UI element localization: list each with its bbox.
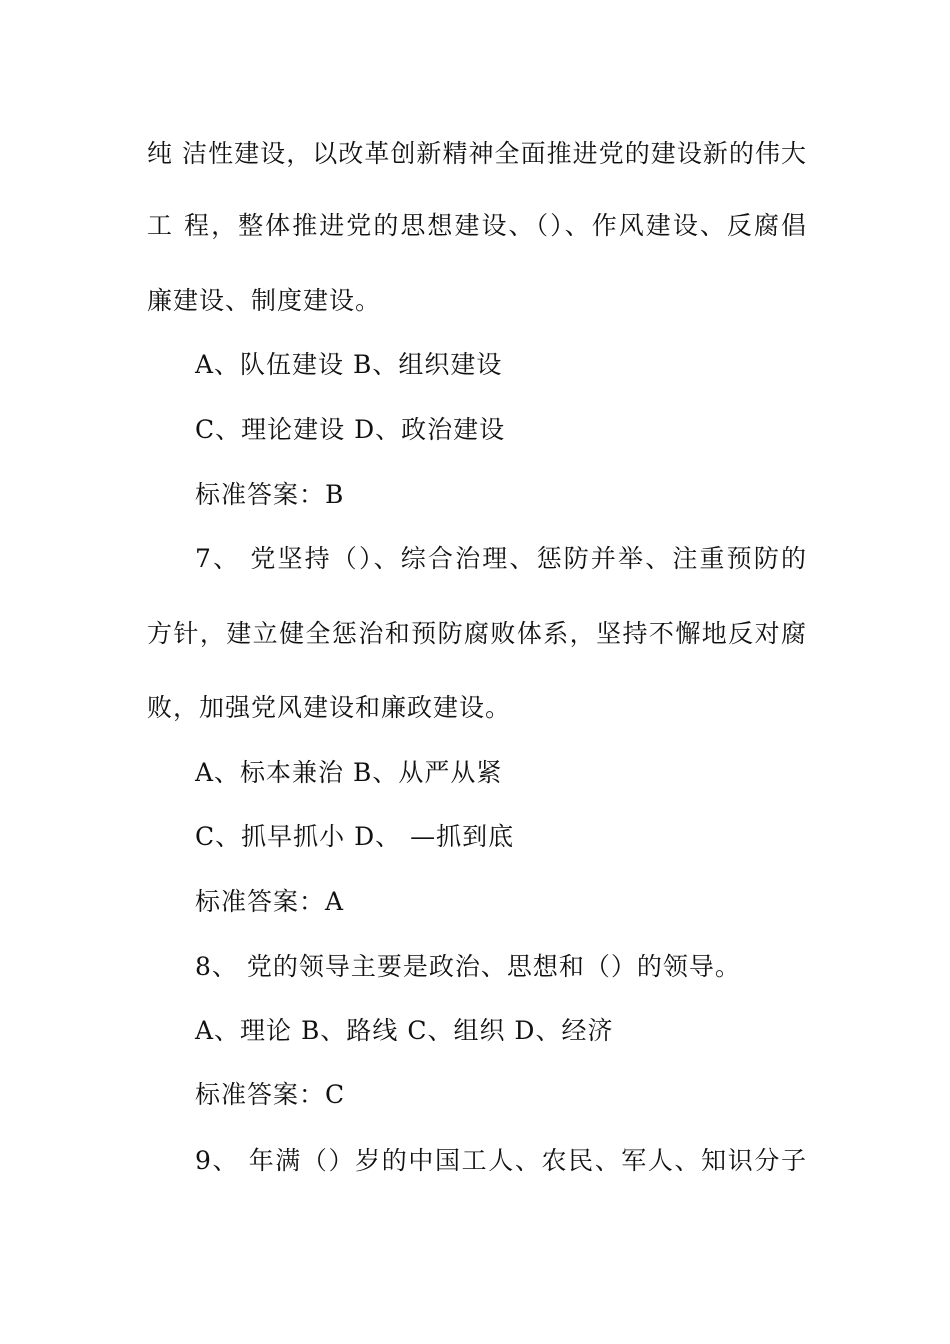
question-8-text-line-1: 8、 党的领导主要是政治、思想和（）的领导。 <box>195 952 741 981</box>
question-6-options-cd: C、理论建设 D、政治建设 <box>195 415 506 444</box>
question-7-text-line-1: 7、 党坚持（）、综合治理、惩防并举、注重预防的 <box>195 544 807 573</box>
question-6-text-line-2: 工 程，整体推进党的思想建设、（）、作风建设、反腐倡 <box>147 211 807 240</box>
question-6-text-line-1: 纯 洁性建设，以改革创新精神全面推进党的建设新的伟大 <box>147 139 807 168</box>
question-7-options-cd: C、抓早抓小 D、 —抓到底 <box>195 822 515 851</box>
question-6-options-ab: A、队伍建设 B、组织建设 <box>195 350 503 379</box>
question-6-text-line-3: 廉建设、制度建设。 <box>147 286 382 315</box>
question-8-answer: 标准答案：C <box>195 1080 346 1109</box>
question-6-answer: 标准答案：B <box>195 480 345 509</box>
question-7-options-ab: A、标本兼治 B、从严从紧 <box>195 758 503 787</box>
question-7-text-line-2: 方针，建立健全惩治和预防腐败体系，坚持不懈地反对腐 <box>147 619 807 648</box>
question-7-answer: 标准答案：A <box>195 887 345 916</box>
question-7-text-line-3: 败，加强党风建设和廉政建设。 <box>147 693 512 722</box>
question-9-text-line-1: 9、 年满（）岁的中国工人、农民、军人、知识分子 <box>195 1146 807 1175</box>
question-8-options: A、理论 B、路线 C、组织 D、经济 <box>195 1016 614 1045</box>
